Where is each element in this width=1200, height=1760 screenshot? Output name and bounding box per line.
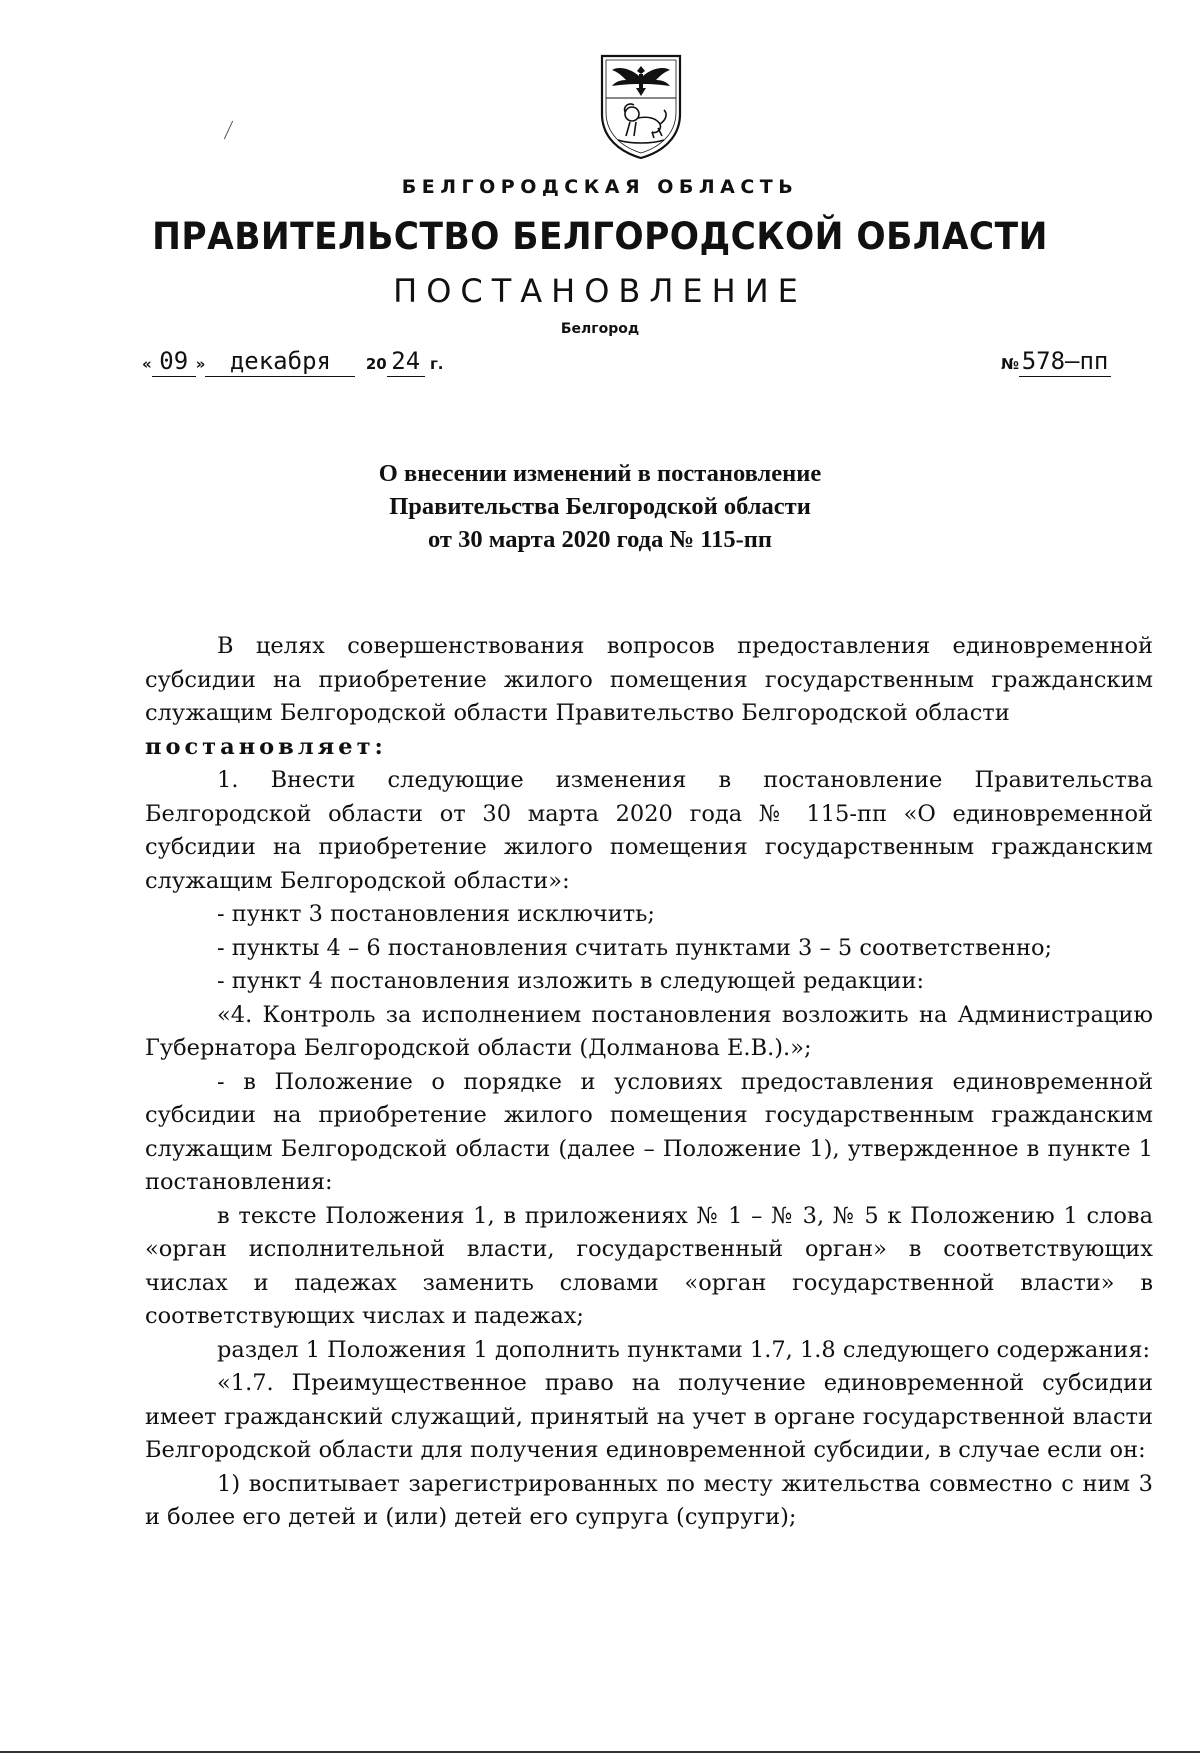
region-name: БЕЛГОРОДСКАЯ ОБЛАСТЬ <box>401 176 799 198</box>
title-line: О внесении изменений в постановление <box>378 460 822 487</box>
dash-item: - пункт 3 постановления исключить; <box>217 901 655 927</box>
resolves-word <box>145 731 1153 765</box>
document-type: ПОСТАНОВЛЕНИЕ <box>393 272 807 310</box>
document-date <box>142 346 444 377</box>
number-sign: № <box>1001 355 1020 373</box>
page-bottom-edge <box>0 1751 1200 1753</box>
title-line: Правительства Белгородской области <box>389 493 811 520</box>
scan-mark <box>224 121 233 140</box>
number-value: 578–пп <box>1019 346 1111 377</box>
preamble-paragraph: В целях совершенствования вопросов предоставления единовременной субсидии на приобретение жилого помещения государственным гражданским служащим Белгородской области Правительство Белгородской области <box>145 633 1153 726</box>
document-title <box>0 457 1200 556</box>
section-addition-paragraph: раздел 1 Положения 1 дополнить пунктами 1.7, 1.8 следующего содержания: <box>217 1336 1151 1363</box>
city-name: Белгород <box>560 321 640 337</box>
clause-1-7-paragraph: «1.7. Преимущественное право на получение единовременной субсидии имеет гражданский служащий, принятый на учет в органе государственной власти Белгородской области для получения единовременной субсидии, в случае если он: <box>145 1370 1153 1463</box>
date-close-quote: » <box>195 355 206 373</box>
date-day: 09 <box>152 346 196 377</box>
document-number <box>1001 346 1111 377</box>
coat-of-arms-icon <box>596 52 686 160</box>
date-year-abbr: г. <box>429 355 444 373</box>
date-month: декабря <box>205 346 355 377</box>
dash-item: - пункты 4 – 6 постановления считать пунктами 3 – 5 соответственно; <box>217 934 1053 961</box>
dash-item: - пункт 4 постановления изложить в следующей редакции: <box>217 968 925 994</box>
quoted-item-4: «4. Контроль за исполнением постановления возложить на Администрацию Губернатора Белгородской области (Долманова Е.В.).»; <box>145 1001 1153 1061</box>
document-body <box>145 630 1153 1535</box>
text-replacement-paragraph: в тексте Положения 1, в приложениях № 1 – № 3, № 5 к Положению 1 слова «орган исполнительной власти, государственный орган» в соответствующих числах и падежах заменить словами «орган государственной власти» в соответствующих числах и падежах; <box>145 1202 1153 1329</box>
item-1-paragraph: 1. Внести следующие изменения в постановление Правительства Белгородской области от 30 марта 2020 года № 115-пп «О единовременной субсидии на приобретение жилого помещения государственным гражданским служащим Белгородской области»: <box>145 767 1153 894</box>
government-name: ПРАВИТЕЛЬСТВО БЕЛГОРОДСКОЙ ОБЛАСТИ <box>152 215 1048 258</box>
date-year-prefix: 20 <box>365 355 387 373</box>
clause-1-7-item-1: 1) воспитывает зарегистрированных по месту жительства совместно с ним 3 и более его детей и (или) детей его супруга (супруги); <box>145 1470 1153 1530</box>
title-line: от 30 марта 2020 года № 115-пп <box>428 526 772 553</box>
date-open-quote: « <box>142 355 152 373</box>
dash-item: - в Положение о порядке и условиях предоставления единовременной субсидии на приобретение жилого помещения государственным гражданским служащим Белгородской области (далее – Положение 1), утвержденное в пункте 1 постановления: <box>145 1068 1153 1195</box>
resolves-text: постановляет: <box>145 733 387 760</box>
date-year-suffix: 24 <box>387 346 425 377</box>
